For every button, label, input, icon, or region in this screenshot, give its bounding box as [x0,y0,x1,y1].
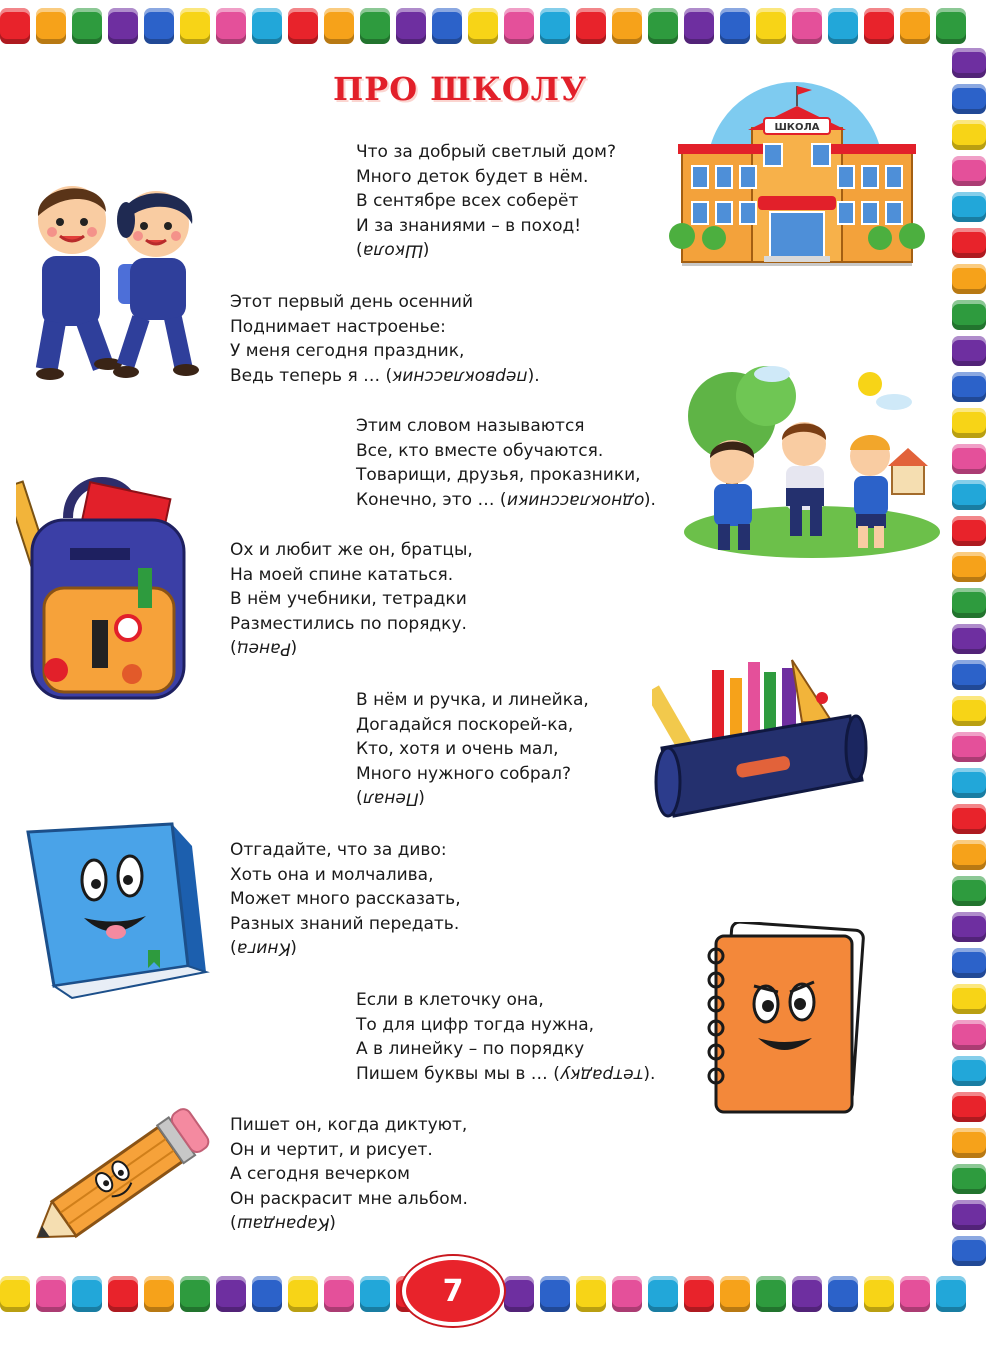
border-bead [540,1276,570,1312]
page-title: ПРО ШКОЛУ [332,70,588,108]
border-bead [324,1276,354,1312]
border-bead [952,948,986,978]
riddle-line: В сентябре всех соберёт [356,191,579,211]
border-bead [216,8,246,44]
border-bead [900,8,930,44]
riddle-line: Все, кто вместе обучаются. [356,440,604,461]
classmates-illustration [682,360,942,560]
riddle-line: Догадайся поскорей-ка, [356,714,574,735]
border-bead [952,1056,986,1086]
answer-suffix: ) [329,1213,336,1233]
pupils-illustration [14,172,214,384]
border-bead [504,8,534,44]
border-bead [952,768,986,798]
border-bead [612,1276,642,1312]
border-bead [952,1128,986,1158]
border-bead [952,588,986,618]
border-bead [252,1276,282,1312]
border-bead [952,228,986,258]
answer-suffix: ). [643,1063,656,1084]
riddle-line: Может много рассказать, [230,889,461,909]
page-number: 7 [402,1256,504,1326]
riddle-line: Много деток будет в нём. [356,166,589,187]
riddle-classmates [356,414,656,512]
riddle-pencil [230,1113,468,1236]
riddle-pencil-case [356,688,589,811]
riddle-notebook [356,988,655,1086]
riddle-line: У меня сегодня праздник, [230,341,465,361]
riddle-line: Разместились по порядку. [230,613,467,634]
riddle-line: И за знаниями – в поход! [356,215,582,236]
border-bead [720,1276,750,1312]
backpack-illustration [16,470,196,702]
border-bead [952,1020,986,1050]
border-bead [952,876,986,906]
border-bead [952,732,986,762]
border-bead [952,264,986,294]
border-bead [952,408,986,438]
riddle-line: Если в клеточку она, [356,990,544,1010]
riddle-answer-line [230,936,461,961]
riddle-answer-line [230,636,473,661]
riddle-answer-line [230,1211,468,1236]
riddle-line: Много нужного собрал? [356,763,571,784]
border-bead [504,1276,534,1312]
answer-prefix: ( [230,938,237,958]
border-bead [288,8,318,44]
border-bead [0,8,30,44]
border-bead [952,912,986,942]
border-bead [900,1276,930,1312]
answer-suffix: ) [290,938,297,958]
border-bead [396,8,426,44]
answer-prefix: ( [356,240,363,260]
border-bead [952,552,986,582]
border-bead [684,8,714,44]
riddle-line: Этот первый день осенний [230,292,474,312]
riddle-answer: Школа [362,240,423,261]
border-bead [720,8,750,44]
border-bead [952,372,986,402]
top-bead-border [0,8,1000,48]
riddle-line: То для цифр тогда нужна, [356,1014,595,1035]
border-bead [648,1276,678,1312]
border-bead [684,1276,714,1312]
answer-prefix: Конечно, это … ( [356,489,507,510]
answer-prefix: ( [356,788,363,808]
riddle-line: В нём и ручка, и линейка, [356,690,589,710]
riddle-line: Он раскрасит мне альбом. [230,1188,468,1209]
border-bead [952,1164,986,1194]
border-bead [828,8,858,44]
border-bead [360,1276,390,1312]
border-bead [936,1276,966,1312]
border-bead [360,8,390,44]
school-building-illustration [652,78,942,270]
riddle-answer: Ранец [236,638,291,659]
border-bead [952,1236,986,1266]
border-bead [952,660,986,690]
border-bead [864,8,894,44]
riddle-line: Пишет он, когда диктуют, [230,1115,468,1135]
border-bead [540,8,570,44]
border-bead [952,624,986,654]
riddle-answer-line [356,786,589,811]
pencil-case-illustration [652,652,868,828]
riddle-line: Ох и любит же он, братцы, [230,540,473,560]
border-bead [432,8,462,44]
riddle-answer: Пенал [362,788,419,809]
riddle-answer-line [356,238,616,263]
answer-prefix: Ведь теперь я … ( [230,365,393,386]
border-bead [324,8,354,44]
right-bead-border [952,48,992,1276]
border-bead [216,1276,246,1312]
riddle-line: Что за добрый светлый дом? [356,142,616,162]
border-bead [952,300,986,330]
border-bead [952,516,986,546]
riddle-answer: одноклассники [506,490,644,510]
border-bead [612,8,642,44]
border-bead [952,84,986,114]
riddle-line: Товарищи, друзья, проказники, [356,465,641,485]
riddle-backpack [230,538,473,661]
border-bead [180,8,210,44]
notebook-illustration [700,922,866,1116]
riddle-first-grader [230,290,540,388]
riddle-answer-line [230,364,540,389]
riddle-line: Поднимает настроенье: [230,316,446,337]
riddle-line: В нём учебники, тетрадки [230,589,467,609]
riddle-answer: Карандаш [236,1213,330,1234]
border-bead [952,156,986,186]
riddle-answer-line [356,488,656,513]
border-bead [576,1276,606,1312]
border-bead [252,8,282,44]
answer-prefix: ( [230,638,237,658]
border-bead [36,8,66,44]
answer-prefix: Пишем буквы мы в … ( [356,1063,560,1084]
border-bead [792,1276,822,1312]
riddle-school [356,140,616,263]
border-bead [952,480,986,510]
border-bead [952,120,986,150]
border-bead [952,984,986,1014]
riddle-answer: тетрадку [559,1064,644,1084]
border-bead [108,1276,138,1312]
riddle-book [230,838,461,961]
border-bead [952,696,986,726]
border-bead [72,8,102,44]
border-bead [648,8,678,44]
border-bead [144,1276,174,1312]
answer-suffix: ) [422,240,430,260]
border-bead [952,840,986,870]
border-bead [952,804,986,834]
riddle-line: Хоть она и молчалива, [230,864,434,885]
border-bead [180,1276,210,1312]
riddle-line: Он и чертит, и рисует. [230,1139,433,1160]
riddle-line: Этим словом называются [356,416,585,436]
border-bead [108,8,138,44]
answer-suffix: ). [643,489,656,510]
riddle-answer: первоклассник [392,366,528,386]
border-bead [952,1092,986,1122]
book-illustration [22,822,212,1004]
border-bead [72,1276,102,1312]
border-bead [756,1276,786,1312]
border-bead [952,1200,986,1230]
border-bead [952,48,986,78]
answer-suffix: ) [418,788,425,808]
answer-suffix: ). [527,365,540,386]
border-bead [36,1276,66,1312]
border-bead [792,8,822,44]
border-bead [288,1276,318,1312]
riddle-line: А в линейку – по порядку [356,1039,585,1059]
border-bead [864,1276,894,1312]
pencil-illustration [20,1108,216,1254]
school-sign: ШКОЛА [774,122,820,133]
answer-prefix: ( [230,1213,237,1233]
riddle-answer: Книга [236,938,291,959]
riddle-line: А сегодня вечерком [230,1164,410,1184]
riddle-answer-line [356,1062,655,1087]
border-bead [0,1276,30,1312]
border-bead [936,8,966,44]
riddle-line: Разных знаний передать. [230,913,460,934]
border-bead [144,8,174,44]
border-bead [952,336,986,366]
riddle-line: Кто, хотя и очень мал, [356,739,559,759]
border-bead [828,1276,858,1312]
border-bead [576,8,606,44]
border-bead [952,444,986,474]
border-bead [952,192,986,222]
riddle-line: На моей спине кататься. [230,564,454,585]
riddle-line: Отгадайте, что за диво: [230,840,447,860]
answer-suffix: ) [290,638,298,658]
border-bead [756,8,786,44]
border-bead [468,8,498,44]
